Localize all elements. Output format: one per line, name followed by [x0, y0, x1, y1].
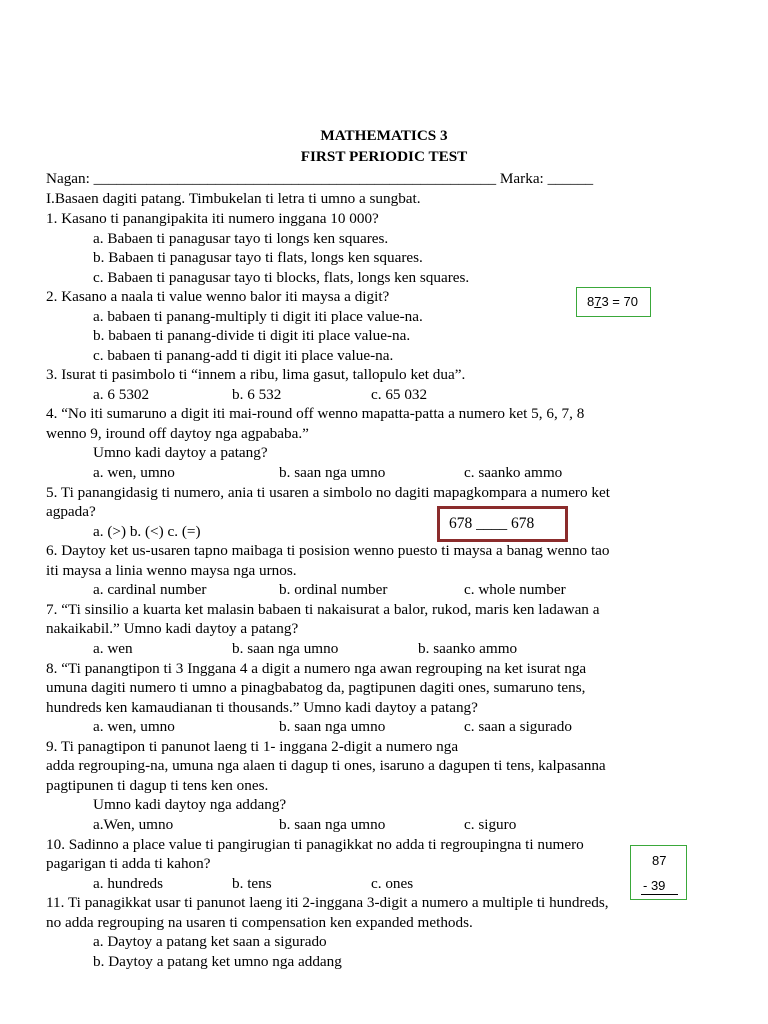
q2-choice-c: c. babaen ti panang-add ti digit iti place value-na. — [93, 347, 394, 364]
rounding-example-text: 873 = 70 — [587, 294, 638, 309]
q10-choice-c: c. ones — [371, 875, 414, 892]
q11-text-line1: 11. Ti panagikkat usar ti panunot laeng iti 2-inggana 3-digit a numero a multiple ti hundreds, — [46, 894, 609, 911]
q10-choice-b: b. tens — [232, 875, 272, 892]
rounding-underlined-digit: 7 — [594, 294, 602, 309]
instructions: I.Basaen dagiti patang. Timbukelan ti letra ti umno a sungbat. — [46, 190, 421, 207]
q11-choice-a: a. Daytoy a patang ket saan a sigurado — [93, 933, 327, 950]
subtraction-rule — [641, 894, 678, 895]
q2-choice-b: b. babaen ti panang-divide ti digit iti place value-na. — [93, 327, 411, 344]
q5-choices — [93, 522, 201, 541]
q6-choice-b: b. ordinal number — [279, 581, 388, 598]
q8-choice-a: a. wen, umno — [93, 718, 175, 735]
q6-choice-c: c. whole number — [464, 581, 566, 598]
q2-choice-a: a. babaen ti panang-multiply ti digit iti place value-na. — [93, 308, 423, 325]
page-title: MATHEMATICS 3 — [320, 127, 448, 144]
q1-choice-c: c. Babaen ti panagusar tayo ti blocks, flats, longs ken squares. — [93, 269, 470, 286]
q9-text-line4: Umno kadi daytoy nga addang? — [93, 796, 287, 813]
q9-text-line2: adda regrouping-na, umuna nga alaen ti dagup ti ones, isaruno a dagupen ti tens, kalpasanna — [46, 757, 606, 774]
q1-choice-b: b. Babaen ti panagusar tayo ti flats, longs ken squares. — [93, 249, 423, 266]
q9-choice-c: c. siguro — [464, 816, 517, 833]
q7-text-line2: nakaikabil.” Umno kadi daytoy a patang? — [46, 620, 299, 637]
q3-choice-c: c. 65 032 — [371, 386, 428, 403]
q8-choice-b: b. saan nga umno — [279, 718, 386, 735]
q1-text: 1. Kasano ti panangipakita iti numero inggana 10 000? — [46, 210, 379, 227]
page-subtitle: FIRST PERIODIC TEST — [300, 148, 468, 165]
q9-choice-a: a.Wen, umno — [93, 816, 174, 833]
q4-text-line3: Umno kadi daytoy a patang? — [93, 444, 268, 461]
q10-text-line1: 10. Sadinno a place value ti pangirugian ti panagikkat no adda ti regroupingna ti numero — [46, 836, 584, 853]
q9-choice-b: b. saan nga umno — [279, 816, 386, 833]
q4-choice-b: b. saan nga umno — [279, 464, 386, 481]
q7-text-line1: 7. “Ti sinsilio a kuarta ket malasin babaen ti nakaisurat a balor, rukod, maris ken ladawan a — [46, 601, 600, 618]
q10-text-line2: pagarigan ti adda ti kahon? — [46, 855, 211, 872]
q7-choice-b: b. saan nga umno — [232, 640, 339, 657]
q6-choice-a: a. cardinal number — [93, 581, 207, 598]
q7-choice-a: a. wen — [93, 640, 133, 657]
q3-choice-a: a. 6 5302 — [93, 386, 150, 403]
q11-choice-b: b. Daytoy a patang ket umno nga addang — [93, 953, 342, 970]
q11-text-line2: no adda regrouping na usaren ti compensation ken expanded methods. — [46, 914, 473, 931]
q9-text-line1: 9. Ti panagtipon ti panunot laeng ti 1- inggana 2-digit a numero nga — [46, 738, 459, 755]
q6-text-line2: iti maysa a linia wenno maysa nga urnos. — [46, 562, 297, 579]
q8-text-line1: 8. “Ti panangtipon ti 3 Inggana 4 a digit a numero nga awan regrouping na ket isurat nga — [46, 660, 587, 677]
q3-text: 3. Isurat ti pasimbolo ti “innem a ribu, lima gasut, tallopulo ket dua”. — [46, 366, 466, 383]
q8-text-line2: umuna dagiti numero ti umno a pinagbabatog da, pagtipunen dagiti ones, sumaruno tens, — [46, 679, 586, 696]
q10-choice-a: a. hundreds — [93, 875, 164, 892]
q8-text-line3: hundreds ken kamaudianan ti thousands.” Umno kadi daytoy a patang? — [46, 699, 478, 716]
rounding-example-box — [576, 287, 651, 317]
q4-choice-c: c. saanko ammo — [464, 464, 563, 481]
q5-choice-a: a. (>) — [93, 523, 127, 540]
subtraction-top: 87 — [652, 853, 667, 868]
q5-text-line1: 5. Ti panangidasig ti numero, ania ti usaren a simbolo no dagiti mapagkompara a numero ket — [46, 484, 610, 501]
name-score-line: Nagan: _____________________________________________________ Marka: ______ — [46, 170, 594, 187]
subtraction-bottom: - 39 — [643, 878, 666, 893]
q1-choice-a: a. Babaen ti panagusar tayo ti longs ken squares. — [93, 230, 389, 247]
q6-text-line1: 6. Daytoy ket us-usaren tapno maibaga ti posision wenno puesto ti maysa a banag wenno tao — [46, 542, 610, 559]
q4-choice-a: a. wen, umno — [93, 464, 175, 481]
subtraction-example-box — [630, 845, 687, 900]
q8-choice-c: c. saan a sigurado — [464, 718, 572, 735]
compare-example-box — [437, 506, 568, 542]
q5-text-line2: agpada? — [46, 503, 96, 520]
q5-choice-b: b. (<) — [129, 523, 164, 540]
q4-text-line2: wenno 9, iround off daytoy nga agpababa.” — [46, 425, 309, 442]
compare-example-text: 678 ____ 678 — [449, 515, 535, 532]
q9-text-line3: pagtipunen ti dagup ti tens ken ones. — [46, 777, 269, 794]
q4-text-line1: 4. “No iti sumaruno a digit iti mai-round off wenno mapatta-patta a numero ket 5, 6, 7, 8 — [46, 405, 585, 422]
q2-text: 2. Kasano a naala ti value wenno balor iti maysa a digit? — [46, 288, 390, 305]
compare-blank: ____ — [476, 515, 508, 532]
q7-choice-c: b. saanko ammo — [418, 640, 518, 657]
q3-choice-b: b. 6 532 — [232, 386, 282, 403]
q5-choice-c: c. (=) — [167, 523, 201, 540]
